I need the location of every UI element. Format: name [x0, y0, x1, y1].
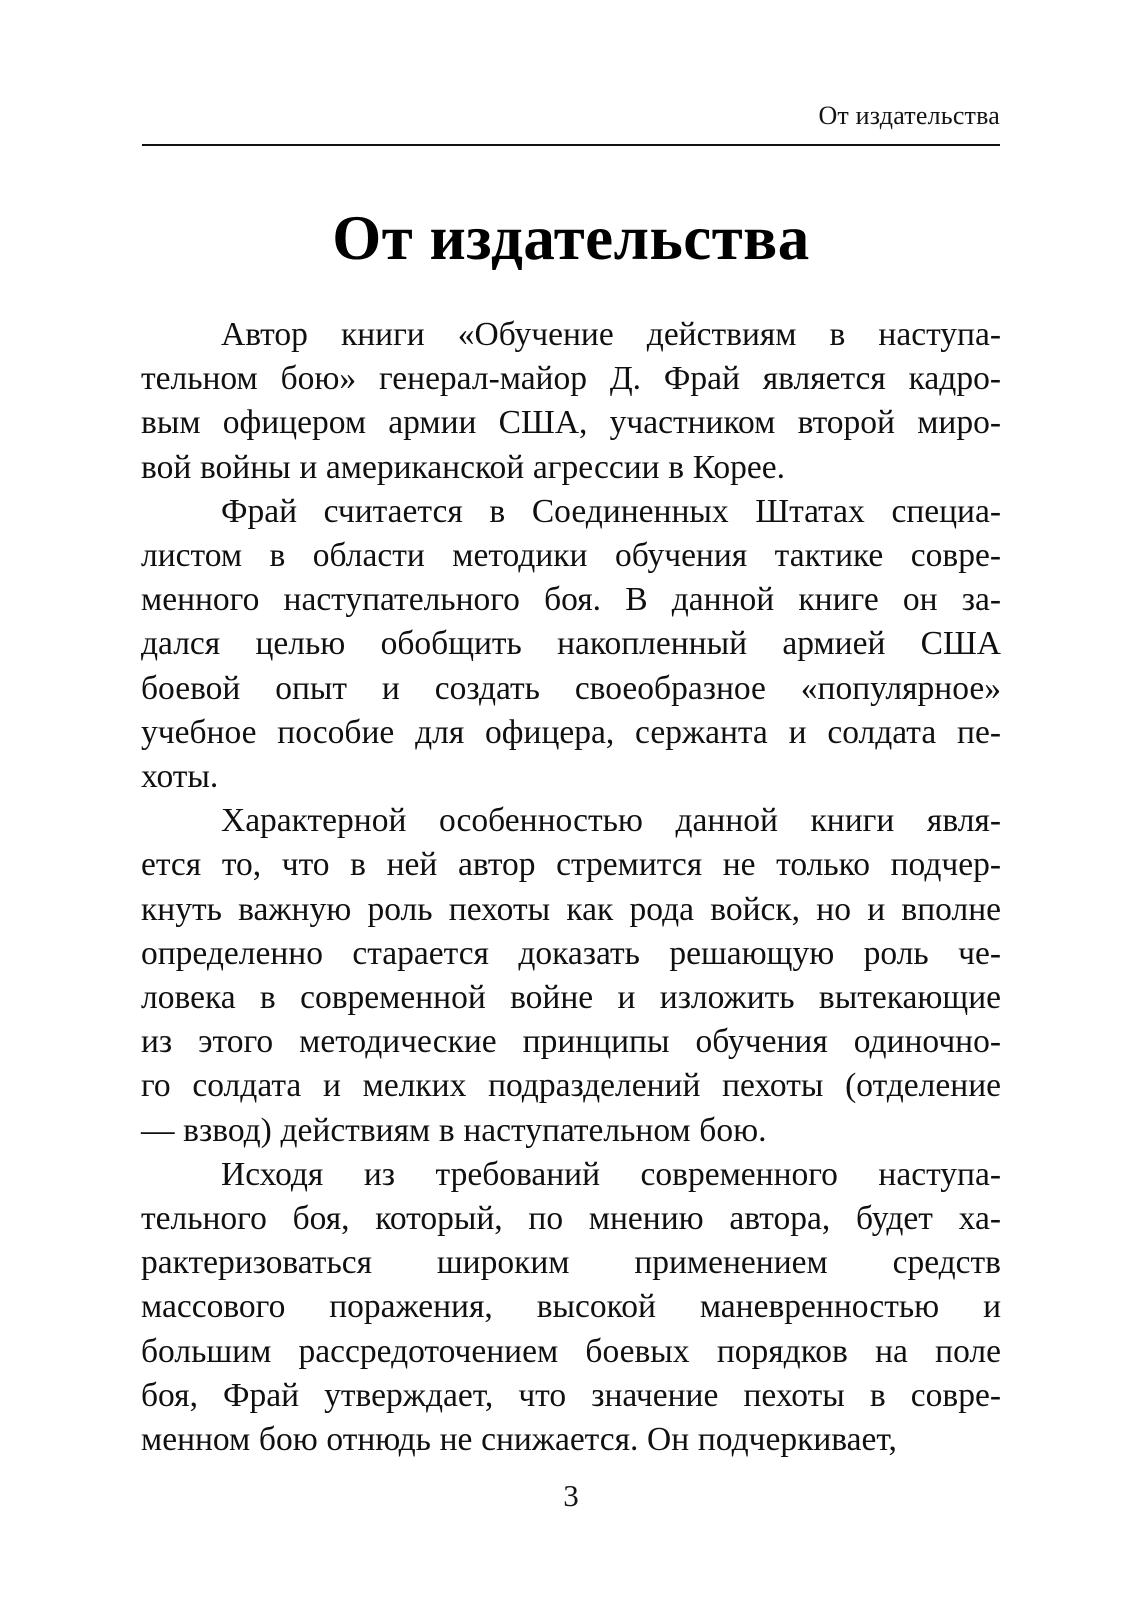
text-line: дался целью обобщить накопленный армией США — [141, 625, 1001, 663]
text-line: ловека в современной войне и изложить вытекающие — [141, 979, 1001, 1017]
running-header: От издательства — [818, 101, 1000, 130]
page-number: 3 — [563, 1478, 579, 1513]
text-line: большим рассредоточением боевых порядков на поле — [141, 1332, 1001, 1370]
text-line: хоты. — [141, 758, 219, 796]
text-line: листом в области методики обучения тактике совре- — [141, 537, 1001, 575]
text-line: определенно старается доказать решающую роль че- — [141, 934, 1001, 972]
text-line: боя, Фрай утверждает, что значение пехоты в совре- — [141, 1376, 1001, 1414]
page-title: От издательства — [332, 203, 810, 274]
text-line: рактеризоваться широким применением средств — [141, 1244, 1001, 1282]
text-line: менном бою отнюдь не снижается. Он подчеркивает, — [141, 1421, 897, 1459]
text-line: из этого методические принципы обучения одиночно- — [141, 1023, 1001, 1061]
text-line: тельном бою» генерал-майор Д. Фрай является кадро- — [141, 360, 1001, 398]
body-text-block — [141, 313, 1001, 1462]
body-paragraph — [141, 490, 1001, 799]
text-line: Фрай считается в Соединенных Штатах специа- — [221, 492, 1001, 530]
text-line: учебное пособие для офицера, сержанта и солдата пе- — [141, 713, 1001, 751]
header-rule — [142, 144, 1000, 146]
text-line: кнуть важную роль пехоты как рода войск, но и вполне — [141, 890, 1001, 928]
body-paragraph — [141, 1153, 1001, 1462]
body-paragraph — [141, 313, 1001, 490]
text-line: го солдата и мелких подразделений пехоты (отделение — [141, 1067, 1001, 1105]
text-line: менного наступательного боя. В данной книге он за- — [141, 581, 1001, 619]
body-paragraph — [141, 799, 1001, 1153]
text-line: Исходя из требований современного наступа- — [221, 1155, 1001, 1193]
text-line: — взвод) действиям в наступательном бою. — [141, 1111, 767, 1149]
text-line: Характерной особенностью данной книги явля- — [221, 802, 1001, 840]
text-line: тельного боя, который, по мнению автора, будет ха- — [141, 1200, 1001, 1238]
text-line: вым офицером армии США, участником второй миро- — [141, 404, 1001, 442]
text-line: боевой опыт и создать своеобразное «популярное» — [141, 669, 1001, 707]
text-line: ется то, что в ней автор стремится не только подчер- — [141, 846, 1001, 884]
text-line: вой войны и американской агрессии в Корее. — [141, 448, 786, 486]
text-line: массового поражения, высокой маневренностью и — [141, 1288, 1001, 1326]
text-line: Автор книги «Обучение действиям в наступа- — [221, 316, 1001, 353]
